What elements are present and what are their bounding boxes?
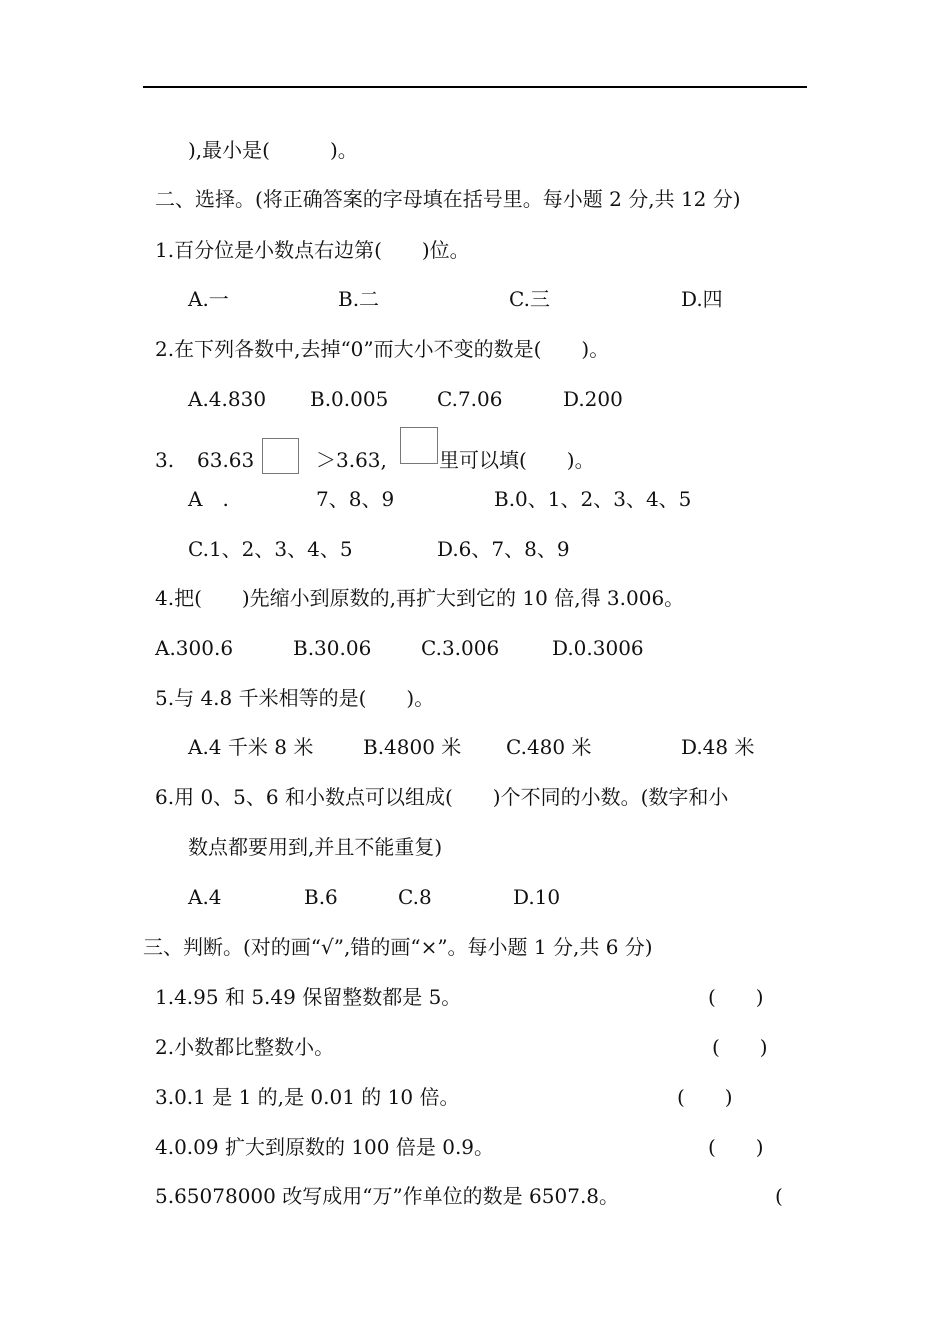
continued-question-tail: ),最小是( )。 [188, 138, 358, 162]
q5-option-c: C.480 米 [506, 735, 592, 759]
q4-option-b: B.30.06 [293, 636, 372, 660]
q3-option-a-value: 7、8、9 [316, 487, 395, 511]
judge-item-4-bracket: ( ) [708, 1135, 764, 1159]
judge-item-3-bracket: ( ) [677, 1085, 733, 1109]
header-rule [143, 86, 807, 88]
q6-stem-line2: 数点都要用到,并且不能重复) [188, 835, 443, 859]
q6-option-a: A.4 [188, 885, 222, 909]
q3-blank-box [262, 438, 299, 474]
q5-stem: 5.与 4.8 千米相等的是( )。 [155, 686, 435, 710]
q4-option-c: C.3.006 [421, 636, 500, 660]
judge-item-5: 5.65078000 改写成用“万”作单位的数是 6507.8。 [155, 1184, 620, 1208]
judge-item-5-bracket: ( [775, 1184, 783, 1208]
q3-number-right: ＞3.63, [316, 448, 387, 472]
q3-option-c: C.1、2、3、4、5 [188, 537, 353, 561]
section-2-heading: 二、选择。(将正确答案的字母填在括号里。每小题 2 分,共 12 分) [155, 187, 741, 211]
q3-blank-box-ref [400, 427, 438, 464]
q2-option-c: C.7.06 [437, 387, 503, 411]
q3-stem-tail: 里可以填( )。 [439, 448, 595, 472]
q6-stem-line1: 6.用 0、5、6 和小数点可以组成( )个不同的小数。(数字和小 [155, 785, 729, 809]
judge-item-2: 2.小数都比整数小。 [155, 1035, 335, 1059]
q6-option-c: C.8 [398, 885, 432, 909]
q3-option-b: B.0、1、2、3、4、5 [494, 487, 692, 511]
q1-option-b: B.二 [338, 287, 380, 311]
q6-option-b: B.6 [304, 885, 338, 909]
q3-option-a-label: A . [188, 487, 229, 511]
q4-option-d: D.0.3006 [552, 636, 644, 660]
q2-option-a: A.4.830 [188, 387, 267, 411]
q2-option-d: D.200 [563, 387, 623, 411]
q1-option-a: A.一 [188, 287, 229, 311]
judge-item-3: 3.0.1 是 1 的,是 0.01 的 10 倍。 [155, 1085, 460, 1109]
q4-stem: 4.把( )先缩小到原数的,再扩大到它的 10 倍,得 3.006。 [155, 586, 685, 610]
q5-option-d: D.48 米 [681, 735, 755, 759]
q4-option-a: A.300.6 [155, 636, 234, 660]
judge-item-1-bracket: ( ) [708, 985, 764, 1009]
q2-option-b: B.0.005 [310, 387, 389, 411]
q3-option-d: D.6、7、8、9 [437, 537, 570, 561]
q1-option-c: C.三 [509, 287, 550, 311]
judge-item-2-bracket: ( ) [712, 1035, 768, 1059]
q3-number: 3. [155, 448, 175, 472]
q1-option-d: D.四 [681, 287, 723, 311]
q1-stem: 1.百分位是小数点右边第( )位。 [155, 238, 470, 262]
q2-stem: 2.在下列各数中,去掉“0”而大小不变的数是( )。 [155, 337, 610, 361]
q3-number-left: 63.63 [197, 448, 255, 472]
judge-item-1: 1.4.95 和 5.49 保留整数都是 5。 [155, 985, 462, 1009]
q6-option-d: D.10 [513, 885, 561, 909]
q5-option-b: B.4800 米 [363, 735, 462, 759]
q5-option-a: A.4 千米 8 米 [188, 735, 314, 759]
section-3-heading: 三、判断。(对的画“√”,错的画“×”。每小题 1 分,共 6 分) [143, 935, 653, 959]
judge-item-4: 4.0.09 扩大到原数的 100 倍是 0.9。 [155, 1135, 495, 1159]
